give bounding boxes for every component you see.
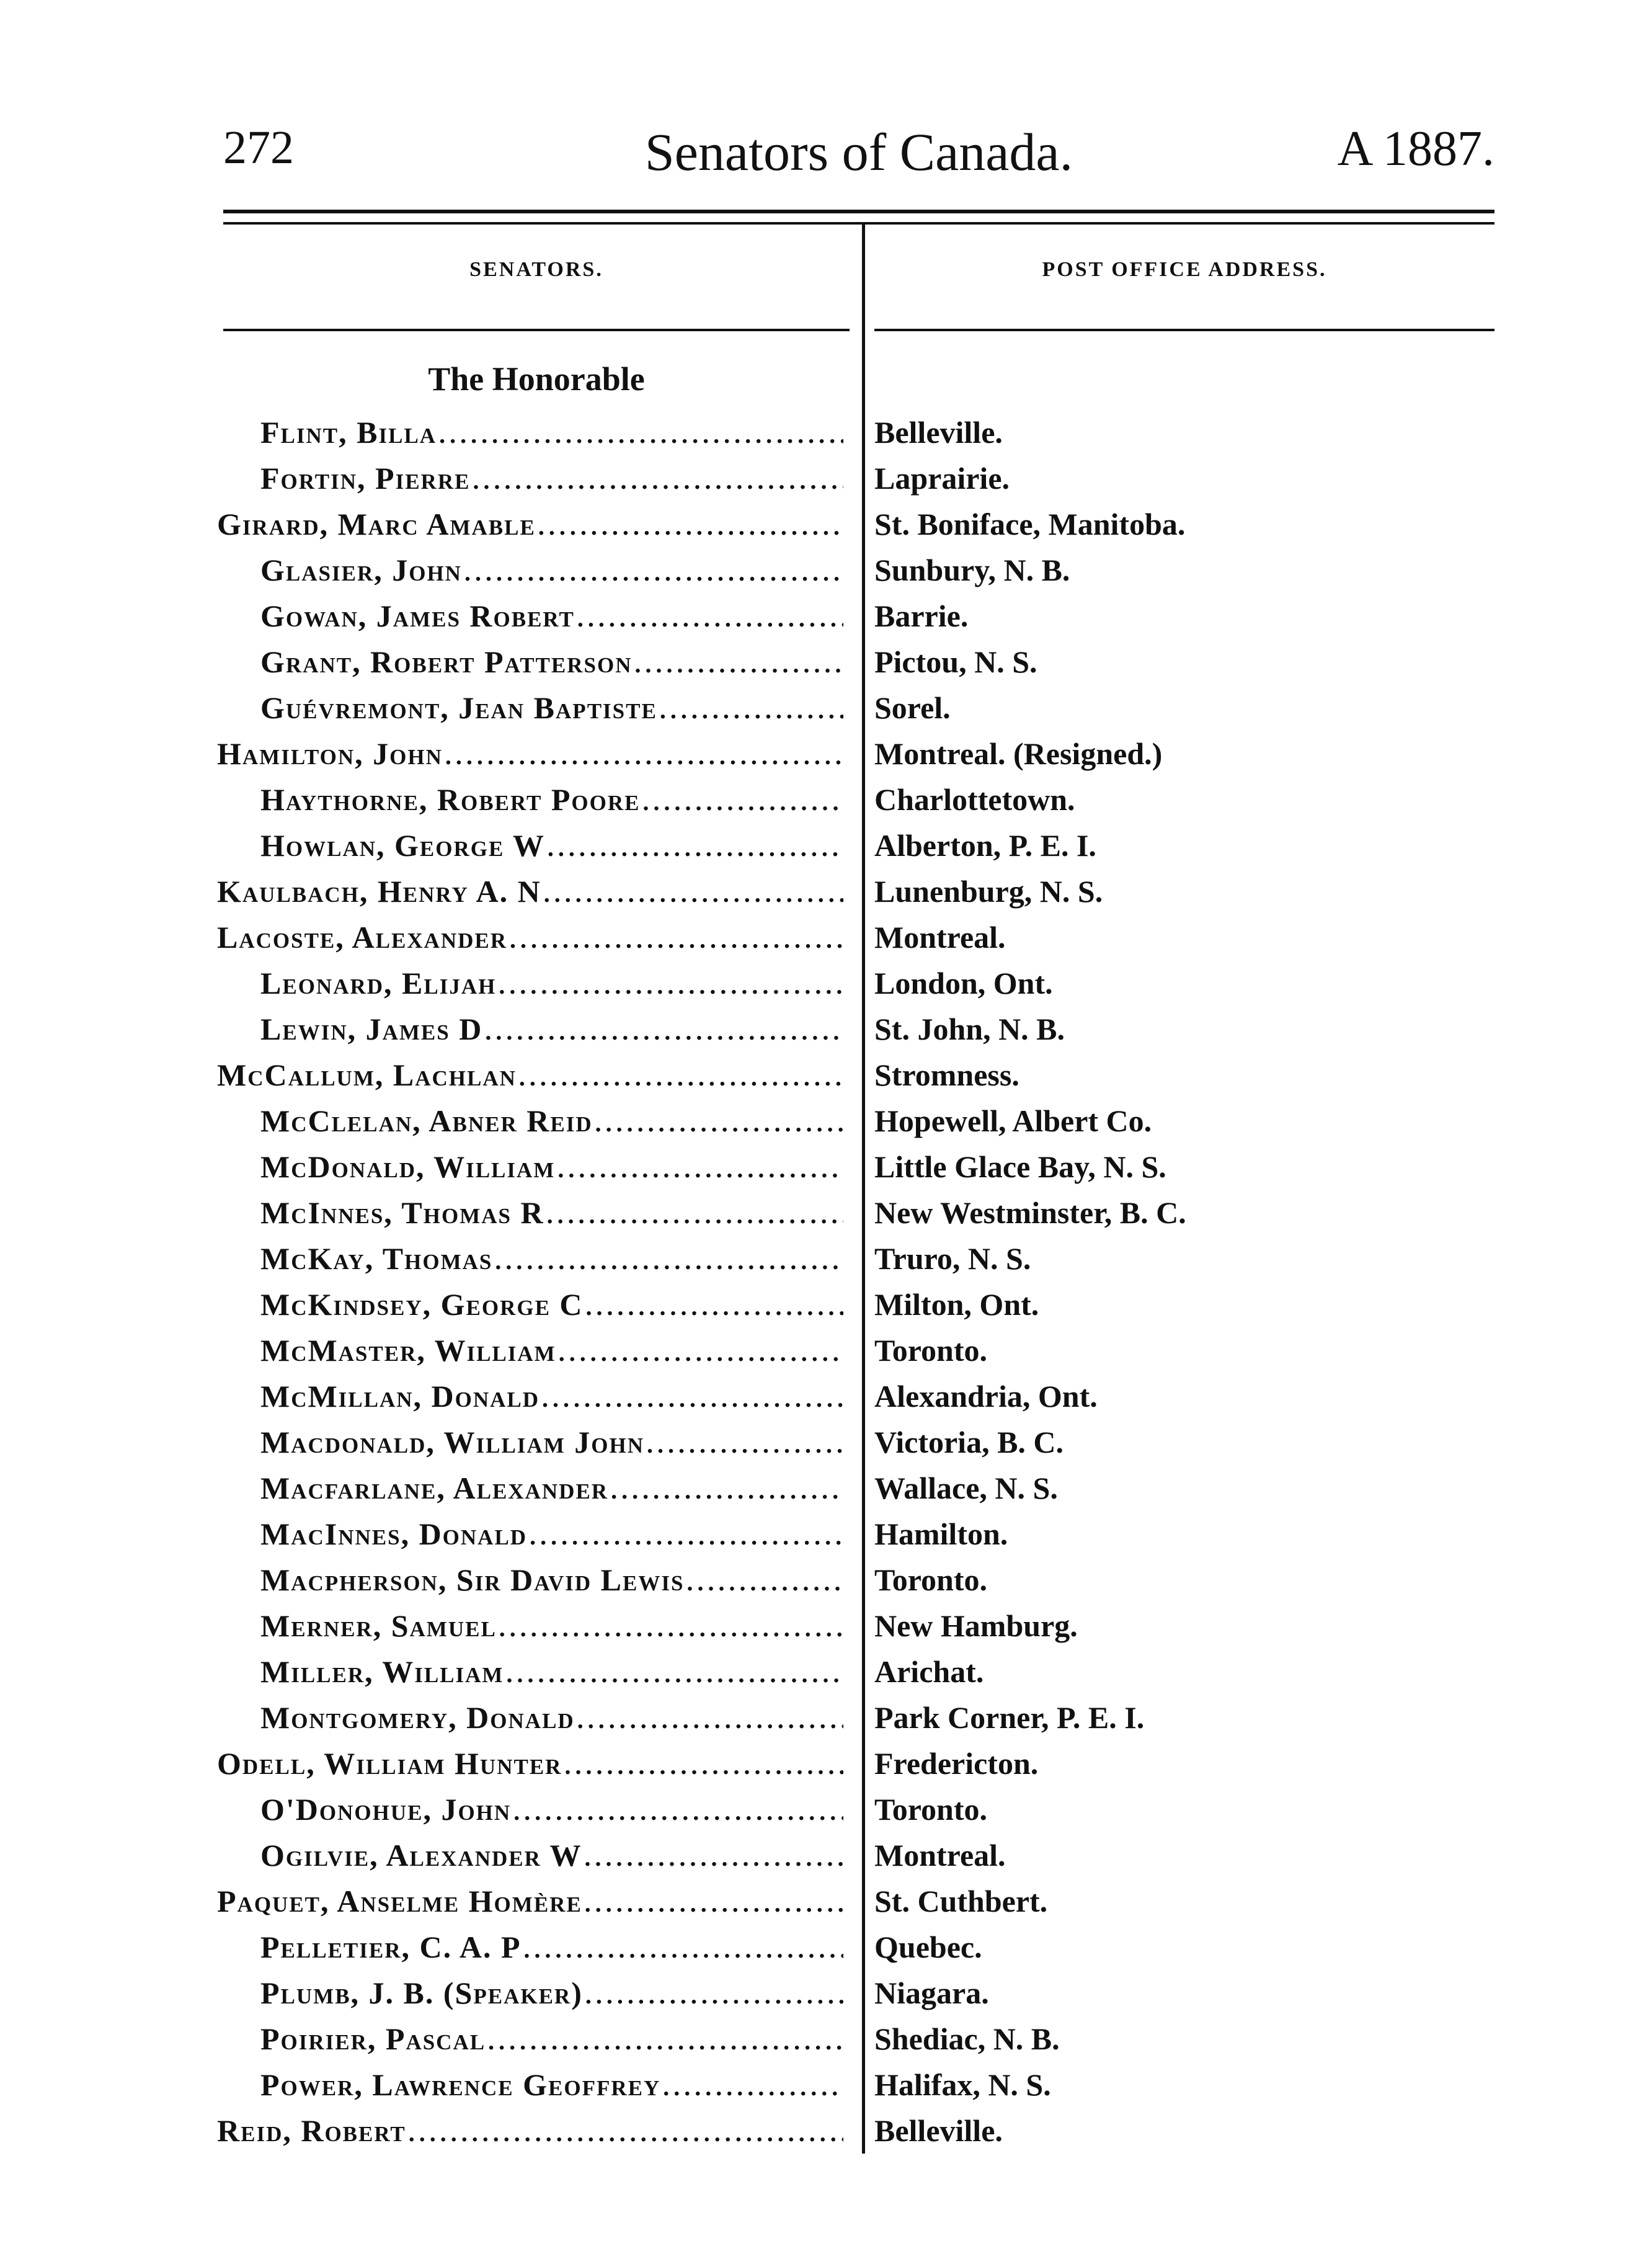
dot-leader [495,1246,843,1275]
senator-list [0,414,1652,2159]
dot-leader [564,1751,843,1780]
senator-name-cell [260,1241,843,1286]
post-office-address: Alexandria, Ont. [874,1379,1098,1414]
post-office-address: New Hamburg. [874,1608,1078,1643]
senator-name: Montgomery, Donald [260,1700,575,1735]
senator-row [0,2021,1652,2067]
dot-leader [557,1154,843,1183]
post-office-address: Hopewell, Albert Co. [874,1103,1152,1138]
senator-name: McDonald, William [260,1149,556,1184]
senator-name: Lacoste, Alexander [217,920,508,955]
dot-leader [611,1476,843,1505]
honorific-label: The Honorable [428,360,645,398]
senator-row [0,1424,1652,1470]
senator-name: Merner, Samuel [260,1608,497,1643]
senator-name-cell [217,1745,843,1791]
senator-row [0,1791,1652,1837]
senator-row [0,1608,1652,1654]
senator-name: McCallum, Lachlan [217,1058,517,1092]
senator-name-cell [260,644,843,690]
senator-name: Grant, Robert Patterson [260,644,633,679]
senator-row [0,1195,1652,1241]
post-office-address: Halifax, N. S. [874,2067,1051,2102]
senator-name-cell [260,1286,843,1332]
senator-name: McInnes, Thomas R [260,1195,544,1230]
dot-leader [559,1338,843,1367]
senator-row [0,1562,1652,1608]
post-office-address: Quebec. [874,1930,982,1964]
senators-column-heading: SENATORS. [469,258,603,281]
dot-leader [499,1613,843,1642]
dot-leader [634,649,843,679]
senator-row [0,552,1652,598]
senator-row [0,506,1652,552]
senator-row [0,1057,1652,1103]
senator-name-cell [260,1562,843,1608]
senator-name-cell [260,2067,843,2113]
post-office-address: Charlottetown. [874,782,1075,817]
senator-name: Guévremont, Jean Baptiste [260,690,657,725]
senator-name: Macdonald, William John [260,1425,644,1459]
senator-name: Kaulbach, Henry A. N [217,874,541,909]
senator-row [0,1516,1652,1562]
address-column-heading: POST OFFICE ADDRESS. [1042,258,1327,281]
dot-leader [439,420,843,449]
post-office-address: Barrie. [874,599,969,633]
senator-row [0,1286,1652,1332]
dot-leader [660,695,843,724]
dot-leader [663,2072,843,2101]
senator-name-cell [260,552,843,598]
dot-leader [506,1659,843,1688]
senator-name-cell [260,690,843,736]
dot-leader [547,1200,843,1229]
post-office-address: Arichat. [874,1654,984,1689]
post-office-address: Milton, Ont. [874,1287,1039,1322]
senator-name: Howlan, George W [260,828,545,863]
page-header [223,121,1494,189]
post-office-address: Wallace, N. S. [874,1471,1058,1505]
senator-name-cell [260,1608,843,1654]
senator-name-cell [260,1975,843,2021]
senator-name-cell [217,506,843,552]
dot-leader [686,1567,843,1597]
senator-name: McMaster, William [260,1333,556,1368]
post-office-address: Victoria, B. C. [874,1425,1064,1459]
page-year: A 1887. [1337,122,1494,176]
senator-row [0,460,1652,506]
senator-row [0,1103,1652,1149]
senator-name: Lewin, James D [260,1012,483,1046]
senator-name: Gowan, James Robert [260,599,575,633]
senator-name-cell [217,1883,843,1929]
senator-row [0,919,1652,965]
senator-row [0,965,1652,1011]
senator-name-cell [217,1057,843,1103]
senator-row [0,598,1652,644]
dot-leader [548,833,843,862]
senator-name-cell [260,2021,843,2067]
dot-leader [577,604,843,633]
senator-row [0,873,1652,919]
senator-name-cell [217,873,843,919]
senator-name-cell [260,965,843,1011]
senator-name-cell [217,919,843,965]
senator-name-cell [260,1654,843,1700]
senator-row [0,1975,1652,2021]
senator-row [0,827,1652,873]
post-office-address: Shediac, N. B. [874,2021,1060,2056]
senator-row [0,782,1652,827]
senator-row [0,644,1652,690]
senator-name-cell [260,782,843,827]
senator-name-cell [260,1332,843,1378]
post-office-address: Stromness. [874,1058,1019,1092]
dot-leader [409,2118,843,2147]
senator-name: O'Donohue, John [260,1792,512,1827]
post-office-address: London, Ont. [874,966,1053,1000]
senator-name: McKindsey, George C [260,1287,584,1322]
post-office-address: St. John, N. B. [874,1012,1065,1046]
senator-row [0,736,1652,782]
senator-name-cell [260,1837,843,1883]
senator-name-cell [260,1378,843,1424]
senator-name: McKay, Thomas [260,1241,493,1276]
post-office-address: Sorel. [874,690,951,725]
post-office-address: Montreal. (Resigned.) [874,736,1163,771]
dot-leader [464,558,843,587]
senator-name-cell [260,1011,843,1057]
senator-name-cell [260,1929,843,1975]
post-office-address: New Westminster, B. C. [874,1195,1186,1230]
senator-name: Odell, William Hunter [217,1746,562,1781]
senator-name: Reid, Robert [217,2113,406,2148]
dot-leader [488,2026,843,2056]
dot-leader [584,1843,843,1872]
dot-leader [499,971,843,1000]
senator-name: Plumb, J. B. (Speaker) [260,1976,583,2010]
senator-name-cell [260,827,843,873]
senator-row [0,1332,1652,1378]
senator-name-cell [260,1103,843,1149]
senator-name: McMillan, Donald [260,1379,540,1414]
senator-row [0,414,1652,460]
senator-row [0,2067,1652,2113]
dot-leader [577,1705,843,1734]
dot-leader [510,925,843,954]
senator-name: Macpherson, Sir David Lewis [260,1562,685,1597]
dot-leader [519,1063,843,1092]
senator-name: McClelan, Abner Reid [260,1103,593,1138]
senator-row [0,1837,1652,1883]
senator-name: Hamilton, John [217,736,443,771]
post-office-address: Belleville. [874,415,1003,450]
senator-name-cell [260,414,843,460]
dot-leader [485,1017,843,1046]
senator-name: Miller, William [260,1654,504,1689]
senator-name-cell [260,460,843,506]
post-office-address: Sunbury, N. B. [874,553,1070,587]
page-title: Senators of Canada. [644,122,1073,182]
senator-row [0,1745,1652,1791]
post-office-address: Alberton, P. E. I. [874,828,1096,863]
post-office-address: Park Corner, P. E. I. [874,1700,1145,1735]
senator-name: Pelletier, C. A. P [260,1930,522,1964]
dot-leader [585,1981,843,2010]
dot-leader [524,1935,843,1964]
post-office-address: Truro, N. S. [874,1241,1031,1276]
senator-name: Leonard, Elijah [260,966,497,1000]
senator-name-cell [260,1195,843,1241]
post-office-address: Montreal. [874,920,1006,955]
senator-name-cell [260,1424,843,1470]
senator-row [0,1654,1652,1700]
dot-leader [647,1430,843,1459]
dot-leader [595,1108,843,1138]
post-office-address: Belleville. [874,2113,1003,2148]
senator-name: Haythorne, Robert Poore [260,782,641,817]
post-office-address: St. Boniface, Manitoba. [874,507,1186,541]
senator-name: Glasier, John [260,553,462,587]
post-office-address: Toronto. [874,1792,988,1827]
post-office-address: Lunenburg, N. S. [874,874,1103,909]
post-office-address: Little Glace Bay, N. S. [874,1149,1166,1184]
header-double-rule [223,210,1494,225]
post-office-address: Toronto. [874,1333,988,1368]
dot-leader [586,1292,843,1321]
senator-row [0,1470,1652,1516]
post-office-address: Toronto. [874,1562,988,1597]
post-office-address: Hamilton. [874,1517,1008,1551]
senator-name-cell [260,1470,843,1516]
senator-row [0,2113,1652,2159]
dot-leader [585,1889,843,1918]
senator-row [0,1241,1652,1286]
senator-row [0,1700,1652,1745]
senator-name: MacInnes, Donald [260,1517,528,1551]
senator-row [0,1149,1652,1195]
senator-name-cell [260,1516,843,1562]
senator-name: Fortin, Pierre [260,461,471,496]
post-office-address: Pictou, N. S. [874,644,1037,679]
senator-name: Paquet, Anselme Homère [217,1884,582,1918]
senator-name: Poirier, Pascal [260,2021,486,2056]
dot-leader [473,466,843,495]
page-number: 272 [223,122,294,174]
senator-name-cell [260,598,843,644]
post-office-address: Fredericton. [874,1746,1039,1781]
senator-name-cell [260,1149,843,1195]
senator-name-cell [217,736,843,782]
senators-heading-rule [223,329,850,331]
senator-name: Girard, Marc Amable [217,507,536,541]
dot-leader [530,1522,843,1551]
senator-name: Power, Lawrence Geoffrey [260,2067,661,2102]
dot-leader [538,512,843,541]
dot-leader [513,1797,843,1826]
senator-name-cell [260,1791,843,1837]
dot-leader [544,879,843,908]
dot-leader [642,787,843,816]
senator-row [0,1011,1652,1057]
senator-row [0,1929,1652,1975]
senator-name-cell [217,2113,843,2159]
dot-leader [542,1384,843,1413]
senator-row [0,1883,1652,1929]
senator-name: Flint, Billa [260,415,437,450]
senator-row [0,690,1652,736]
senator-name: Macfarlane, Alexander [260,1471,609,1505]
senator-name: Ogilvie, Alexander W [260,1838,582,1873]
senator-name-cell [260,1700,843,1745]
post-office-address: Niagara. [874,1976,989,2010]
address-heading-rule [874,329,1494,331]
post-office-address: Montreal. [874,1838,1006,1873]
dot-leader [445,741,843,770]
post-office-address: St. Cuthbert. [874,1884,1048,1918]
post-office-address: Laprairie. [874,461,1010,496]
senator-row [0,1378,1652,1424]
